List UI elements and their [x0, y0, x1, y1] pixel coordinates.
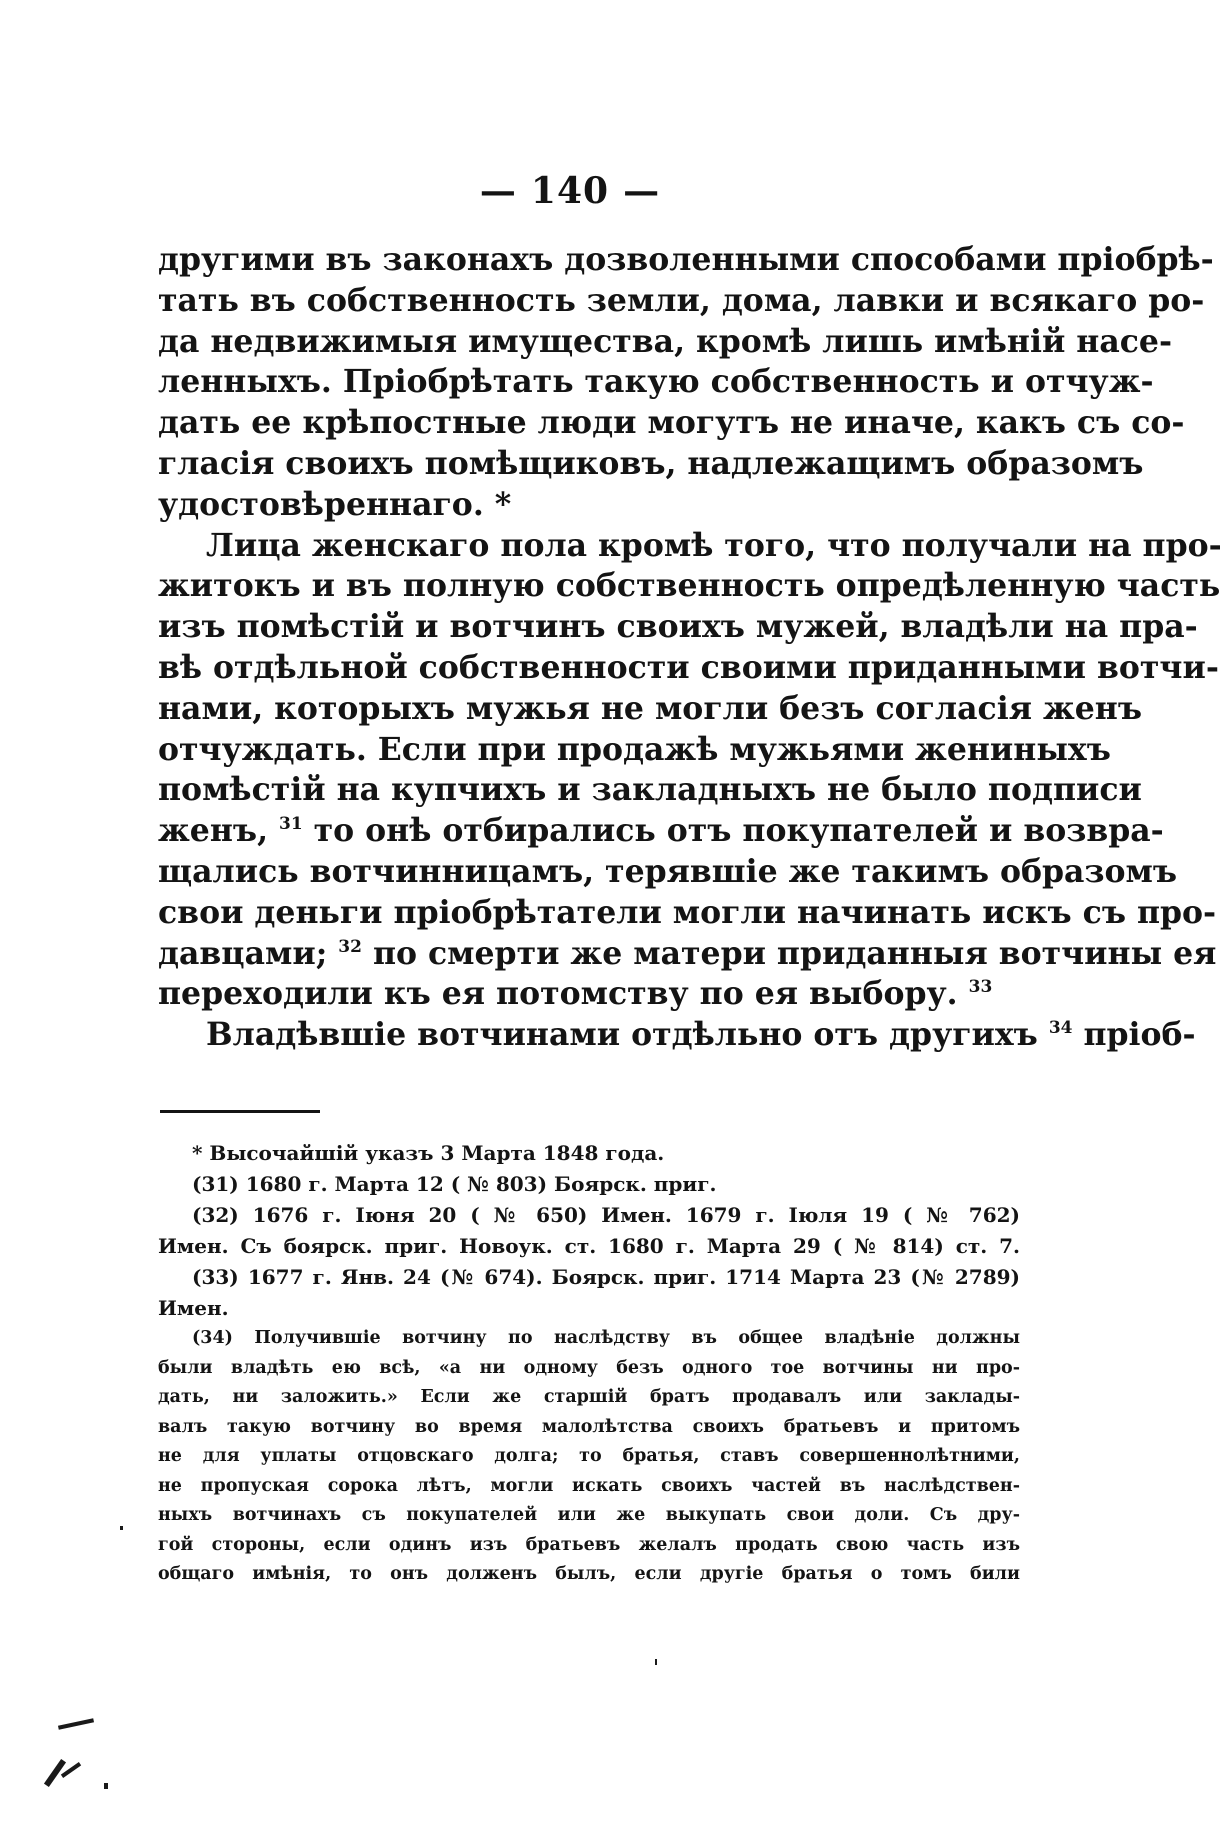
text-fragment: то онѣ отбирались отъ покупателей и возвра-: [313, 812, 1164, 850]
footnote-ref: 34: [1048, 1018, 1073, 1039]
page-number: — 140 —: [479, 170, 661, 212]
footnote-line: * Высочайшій указъ 3 Марта 1848 года.: [192, 1141, 665, 1165]
text-line: [158, 934, 1217, 975]
text-line: да недвижимыя имущества, кромѣ лишь имѣній насе-: [158, 322, 1173, 360]
footnote-line: (33) 1677 г. Янв. 24 (№ 674). Боярск. приг. 1714 Марта 23 (№ 2789): [192, 1265, 1020, 1289]
footnote-line: валъ такую вотчину во время малолѣтства своихъ братьевъ и притомъ: [158, 1416, 1020, 1437]
text-line: тать въ собственность земли, дома, лавки и всякаго ро-: [158, 281, 1205, 319]
footnote-ref: 31: [279, 814, 303, 835]
footnote-line: были владѣть ею всѣ, «а ни одному безъ одного тое вотчины ни про-: [158, 1357, 1020, 1378]
footnote-ref: 33: [968, 977, 993, 998]
text-fragment: женъ,: [158, 812, 269, 850]
text-fragment: переходили къ ея потомству по ея выбору.: [158, 975, 958, 1013]
footnote-line: не пропуская сорока лѣтъ, могли искать своихъ частей въ наслѣдствен-: [158, 1475, 1020, 1496]
footnote-line: Имен. Съ боярск. приг. Новоук. ст. 1680 г. Марта 29 ( № 814) ст. 7.: [158, 1234, 1020, 1258]
text-line: гласія своихъ помѣщиковъ, надлежащимъ образомъ: [158, 444, 1144, 482]
footnote-line: (31) 1680 г. Марта 12 ( № 803) Боярск. приг.: [192, 1172, 717, 1196]
footnote-line: Имен.: [158, 1296, 229, 1320]
footnote-line: ныхъ вотчинахъ съ покупателей или же выкупать свои доли. Съ дру-: [158, 1505, 1020, 1525]
main-text: [158, 240, 1222, 1056]
scan-speck: [58, 1718, 94, 1729]
footnote-line: дать, ни заложить.» Если же старшій братъ продавалъ или заклады-: [158, 1387, 1020, 1407]
text-line: щались вотчинницамъ, терявшіе же такимъ образомъ: [158, 852, 1178, 890]
footnote-line: гой стороны, если одинъ изъ братьевъ желалъ продать свою часть изъ: [158, 1534, 1020, 1555]
footnote-line: не для уплаты отцовскаго долга; то братья, ставъ совершеннолѣтними,: [158, 1446, 1020, 1466]
text-line: свои деньги пріобрѣтатели могли начинать искъ съ про-: [158, 893, 1217, 931]
footnote-ref: 32: [338, 936, 362, 957]
text-line: [158, 1015, 1196, 1056]
text-line: Лица женскаго пола кромѣ того, что получали на про-: [206, 526, 1222, 564]
text-line: другими въ законахъ дозволенными способами пріобрѣ-: [158, 241, 1214, 278]
text-line: вѣ отдѣльной собственности своими приданными вотчи-: [158, 648, 1219, 686]
footnote-line: общаго имѣнія, то онъ долженъ былъ, если другіе братья о томъ били: [158, 1564, 1020, 1584]
text-line: [158, 974, 1020, 1015]
scan-speck: [104, 1783, 108, 1789]
text-fragment: Владѣвшіе вотчинами отдѣльно отъ другихъ: [206, 1016, 1038, 1054]
footnote-separator: [160, 1110, 320, 1113]
text-fragment: пріоб-: [1083, 1016, 1196, 1054]
text-line: [158, 811, 1164, 852]
text-line: житокъ и въ полную собственность опредѣленную часть: [158, 567, 1221, 605]
text-fragment: давцами;: [158, 934, 328, 972]
footnote-line: (32) 1676 г. Іюня 20 ( № 650) Имен. 1679 г. Іюля 19 ( № 762): [192, 1203, 1020, 1227]
text-line: дать ее крѣпостные люди могутъ не иначе, какъ съ со-: [158, 404, 1185, 442]
text-line: отчуждать. Если при продажѣ мужьями жениныхъ: [158, 730, 1111, 768]
text-line: изъ помѣстій и вотчинъ своихъ мужей, владѣли на пра-: [158, 608, 1198, 646]
page-number-value: 140: [530, 170, 610, 212]
text-line: удостовѣреннаго. *: [158, 485, 512, 523]
text-fragment: по смерти же матери приданныя вотчины ея: [372, 934, 1217, 972]
text-line: ленныхъ. Пріобрѣтать такую собственность и отчуж-: [158, 363, 1154, 401]
text-line: нами, которыхъ мужья не могли безъ согласія женъ: [158, 689, 1143, 727]
scan-speck: [655, 1659, 657, 1665]
text-line: помѣстій на купчихъ и закладныхъ не было подписи: [158, 771, 1142, 809]
scan-speck: [120, 1526, 123, 1530]
footnote-line: (34) Получившіе вотчину по наслѣдству въ общее владѣніе должны: [192, 1328, 1020, 1348]
footnotes: [158, 1138, 1020, 1590]
